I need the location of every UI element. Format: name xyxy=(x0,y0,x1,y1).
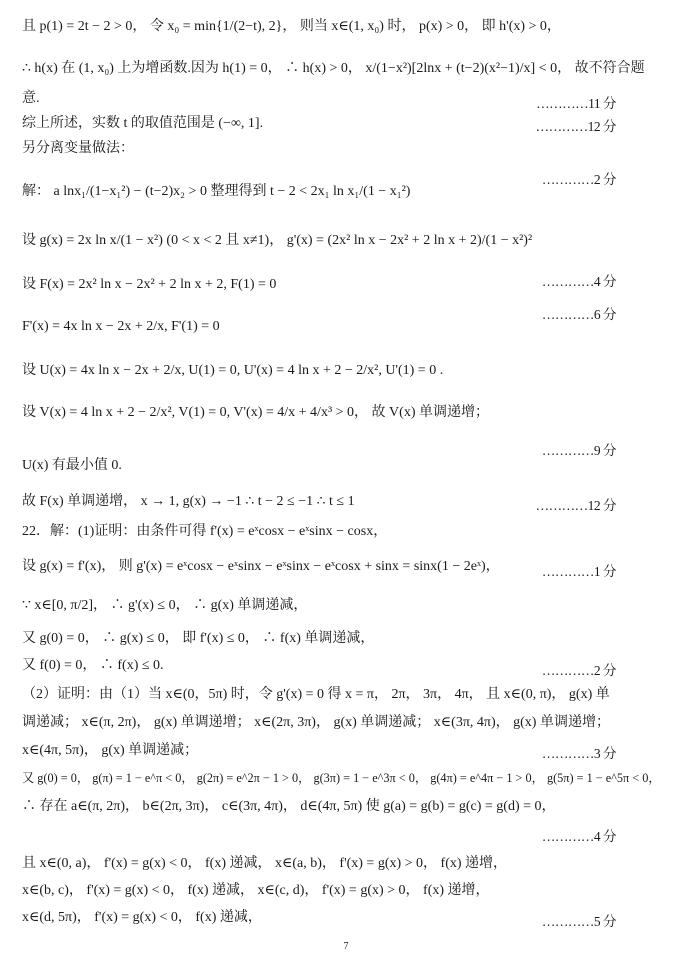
text-line: 另分离变量做法： xyxy=(22,141,134,156)
text-line: 设 g(x) = f'(x)， 则 g'(x) = eˣcosx − eˣsinx − eˣsinx − eˣcosx + sinx = sinx(1 − 2eˣ)， xyxy=(22,559,500,574)
score-mark: …………4 分 xyxy=(541,829,616,844)
text-line: 且 x∈(0, a)， f'(x) = g(x) < 0， f(x) 递减， x∈(a, b)， f'(x) = g(x) > 0， f(x) 递增， xyxy=(22,856,508,871)
text-line: x∈(d, 5π)， f'(x) = g(x) < 0， f(x) 递减， xyxy=(22,910,262,925)
text-line: 22．解：(1)证明：由条件可得 f'(x) = eˣcosx − eˣsinx − cosx， xyxy=(22,524,388,539)
text-line: F'(x) = 4x ln x − 2x + 2/x, F'(1) = 0 xyxy=(22,319,220,334)
text-line: 故 F(x) 单调递增， x → 1, g(x) → −1 ∴ t − 2 ≤ −1 ∴ t ≤ 1 xyxy=(22,494,355,509)
score-mark: …………2 分 xyxy=(541,172,616,187)
text-line: 又 g(0) = 0， ∴ g(x) ≤ 0， 即 f'(x) ≤ 0， ∴ f(x) 单调递减， xyxy=(22,631,375,646)
text-line: 解： a lnx₁/(1−x₁²) − (t−2)x₂ > 0 整理得到 t − 2 < 2x₁ ln x₁/(1 − x₁²) xyxy=(22,184,411,199)
score-mark: …………11 分 xyxy=(536,96,616,111)
text-line: x∈(4π, 5π)， g(x) 单调递减； xyxy=(22,743,199,758)
text-line: 设 V(x) = 4 ln x + 2 − 2/x², V(1) = 0, V'(x) = 4/x + 4/x³ > 0， 故 V(x) 单调递增； xyxy=(22,405,489,420)
score-mark: …………5 分 xyxy=(541,914,616,929)
page-number: 7 xyxy=(343,941,349,952)
text-line: ∵ x∈[0, π/2]， ∴ g'(x) ≤ 0， ∴ g(x) 单调递减， xyxy=(22,598,308,613)
text-line: 设 g(x) = 2x ln x/(1 − x²) (0 < x < 2 且 x≠1)， g'(x) = (2x² ln x − 2x² + 2 ln x + 2)/(1 − x²)² xyxy=(22,233,533,248)
text-line: 综上所述，实数 t 的取值范围是 (−∞, 1]. xyxy=(22,116,264,131)
score-mark: …………1 分 xyxy=(541,564,616,579)
text-line: 又 f(0) = 0， ∴ f(x) ≤ 0. xyxy=(22,658,164,673)
score-mark: …………12 分 xyxy=(535,498,616,513)
text-line: 设 U(x) = 4x ln x − 2x + 2/x, U(1) = 0, U'(x) = 4 ln x + 2 − 2/x², U'(1) = 0 . xyxy=(22,363,444,378)
text-line: ∴ h(x) 在 (1, x₀) 上为增函数.因为 h(1) = 0， ∴ h(x) > 0， x/(1−x²)[2lnx + (t−2)(x²−1)/x] < 0， 故不符合题 xyxy=(22,61,645,76)
text-line: 调递减； x∈(π, 2π)， g(x) 单调递增； x∈(2π, 3π)， g(x) 单调递减； x∈(3π, 4π)， g(x) 单调递增； xyxy=(22,715,610,730)
text-line: 设 F(x) = 2x² ln x − 2x² + 2 ln x + 2, F(1) = 0 xyxy=(22,277,277,292)
text-line: U(x) 有最小值 0. xyxy=(22,458,122,473)
score-mark: …………3 分 xyxy=(541,746,616,761)
score-mark: …………12 分 xyxy=(535,119,616,134)
text-line: ∴ 存在 a∈(π, 2π)， b∈(2π, 3π)， c∈(3π, 4π)， d∈(4π, 5π) 使 g(a) = g(b) = g(c) = g(d) = 0， xyxy=(22,799,556,814)
text-line: 意. xyxy=(22,91,40,106)
score-mark: …………9 分 xyxy=(541,443,616,458)
text-line: x∈(b, c)， f'(x) = g(x) < 0， f(x) 递减， x∈(c, d)， f'(x) = g(x) > 0， f(x) 递增， xyxy=(22,883,490,898)
text-line: 又 g(0) = 0， g(π) = 1 − e^π < 0， g(2π) = e^2π − 1 > 0， g(3π) = 1 − e^3π < 0， g(4π) = e^4π − 1 > 0， g(5π) = 1 − e^5π < 0， xyxy=(22,771,661,785)
text-line: 且 p(1) = 2t − 2 > 0， 令 x₀ = min{1/(2−t), 2}， 则当 x∈(1, x₀) 时， p(x) > 0， 即 h'(x) > 0， xyxy=(22,19,561,34)
text-line: （2）证明：由（1）当 x∈(0，5π) 时，令 g'(x) = 0 得 x = π， 2π， 3π， 4π， 且 x∈(0, π)， g(x) 单 xyxy=(22,687,610,702)
score-mark: …………2 分 xyxy=(541,663,616,678)
score-mark: …………4 分 xyxy=(541,274,616,289)
score-mark: …………6 分 xyxy=(541,307,616,322)
